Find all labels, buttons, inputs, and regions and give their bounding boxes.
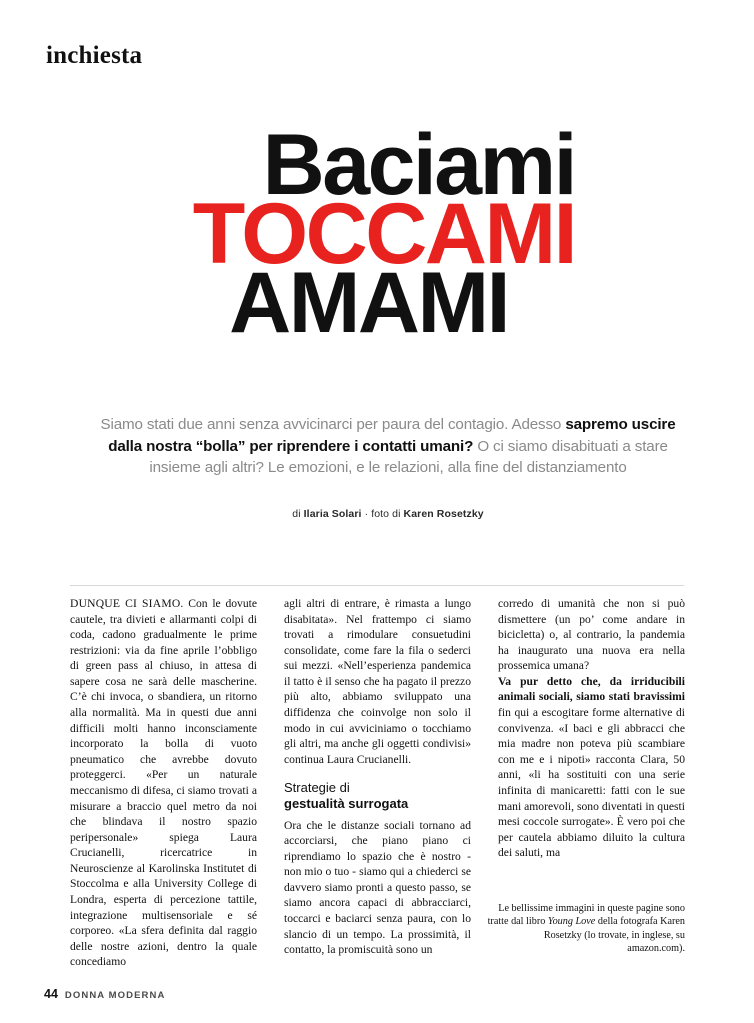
headline-line-2: TOCCAMI — [192, 186, 575, 283]
section-subhead — [284, 780, 471, 811]
byline-photographer: Karen Rosetzky — [403, 508, 484, 520]
column-2-paragraph-1: agli altri di entrare, è rimasta a lungo disabitata». Nel frattempo ci siamo trovati a rimodulare consuetudini consolidate, come fare la fila o sederci sui mezzi. «Nell’esperienza pandemica il tatto è il senso che ha pagato il prezzo più alto, abbiamo sviluppato una diffidenza che coinvolge non solo il modo in cui avviciniamo o tocchiamo gli altri, ma anche gli oggetti condivisi» continua Laura Crucianelli. — [284, 597, 471, 766]
byline-separator: · foto di — [361, 508, 404, 520]
byline-author: Ilaria Solari — [303, 508, 362, 520]
headline-line-1: Baciami — [262, 117, 575, 213]
subhead-line-2: gestualità surrogata — [284, 795, 409, 811]
article-byline — [88, 508, 688, 520]
subhead-line-1: Strategie di — [284, 780, 350, 796]
column-3-body-2: fin qui a escogitare forme alternative di convivenza. «I baci e gli abbracci che mia madre non poteva più scambiare con me e i nipoti» racconta Clara, 50 anni, «li ha sostituiti con una serie infinita di manicaretti: fatti con le sue mani amorevoli, sono diventati in questi mesi coccole surrogate». È vero poi che per cautela abbiamo diluito la cultura dei saluti, ma — [498, 706, 685, 860]
standfirst-part-1: Siamo stati due anni senza avvicinarci per paura del contagio. Adesso — [100, 416, 566, 433]
article-column-2 — [284, 596, 471, 976]
column-2-paragraph-2: Ora che le distanze sociali tornano ad accorciarsi, che piano piano ci riprendiamo lo spazio che è nostro - non mio o tuo - siamo qui a chiederci se davvero siamo pronti a questo passo, se siamo ancora capaci di abbracciarci, toccarci e baciarci senza paura, con lo slancio di un tempo. La prossimità, il contatto, la promiscuità sono un — [284, 818, 471, 957]
column-3-paragraph-2 — [498, 674, 685, 861]
column-3-bold-lead: Va pur detto che, da irriducibili animali sociali, siamo stati bravissimi — [498, 674, 685, 704]
standfirst-part-2: O ci siamo disabituati a stare insieme agli altri? Le emozioni, e le relazioni, alla fine del distanziamento — [149, 437, 668, 477]
headline-line-3: AMAMI — [229, 255, 508, 352]
column-1-paragraph — [70, 596, 257, 970]
byline-prefix: di — [292, 508, 304, 520]
article-headline — [46, 117, 708, 352]
column-1-lead-in: DUNQUE CI SIAMO. — [70, 597, 184, 610]
column-divider-rule — [70, 585, 684, 586]
caption-line-2: della fotografa Karen Rosetzky (lo trovate, in inglese, su amazon.com). — [543, 916, 685, 955]
column-1-body: Con le dovute cautele, tra divieti e allarmanti colpi di coda, cadono gradualmente le prime restrizioni: via da fine aprile l’obbligo di green pass al chiuso, in attesa di sapere cosa ne sarà delle mascherine. C’è chi invoca, o sbandiera, un ritorno alla normalità. Ma in questi due anni difficili molti hanno inconsciamente incorporato la bolla di vuoto pneumatico che avrebbe dovuto proteggerci. «Per un naturale meccanismo di difesa, ci siamo trovati a misurare a braccio quel metro da noi che blindava il nostro spazio peripersonale» spiega Laura Crucianelli, ricercatrice in Neuroscienze al Karolinska Institutet di Stoccolma e alla University College di Londra, esperta di percezione tattile, integrazione multisensoriale e sé corporeo. «La sfera definita dal raggio delle nostre azioni, dentro la quale concediamo — [70, 597, 257, 969]
article-standfirst — [88, 414, 688, 479]
column-3-paragraph-1: corredo di umanità che non si può dismettere (un po’ come andare in bicicletta) o, al contrario, la pandemia ha inaugurato una nuova era nella prossemica umana? — [498, 597, 685, 673]
caption-line-1: Le bellissime immagini in queste pagine sono tratte dal libro — [487, 903, 685, 928]
article-column-1 — [70, 596, 257, 976]
page-number: 44 — [44, 987, 58, 1001]
magazine-name: DONNA MODERNA — [64, 990, 166, 1001]
article-kicker: inchiesta — [46, 42, 143, 69]
page-footer — [44, 987, 165, 1001]
standfirst-bold-1: sapremo uscire dalla nostra “bolla” per riprendere i contatti umani? — [108, 416, 676, 455]
caption-book-title: Young Love — [547, 916, 596, 928]
photo-credit-caption — [485, 902, 685, 956]
